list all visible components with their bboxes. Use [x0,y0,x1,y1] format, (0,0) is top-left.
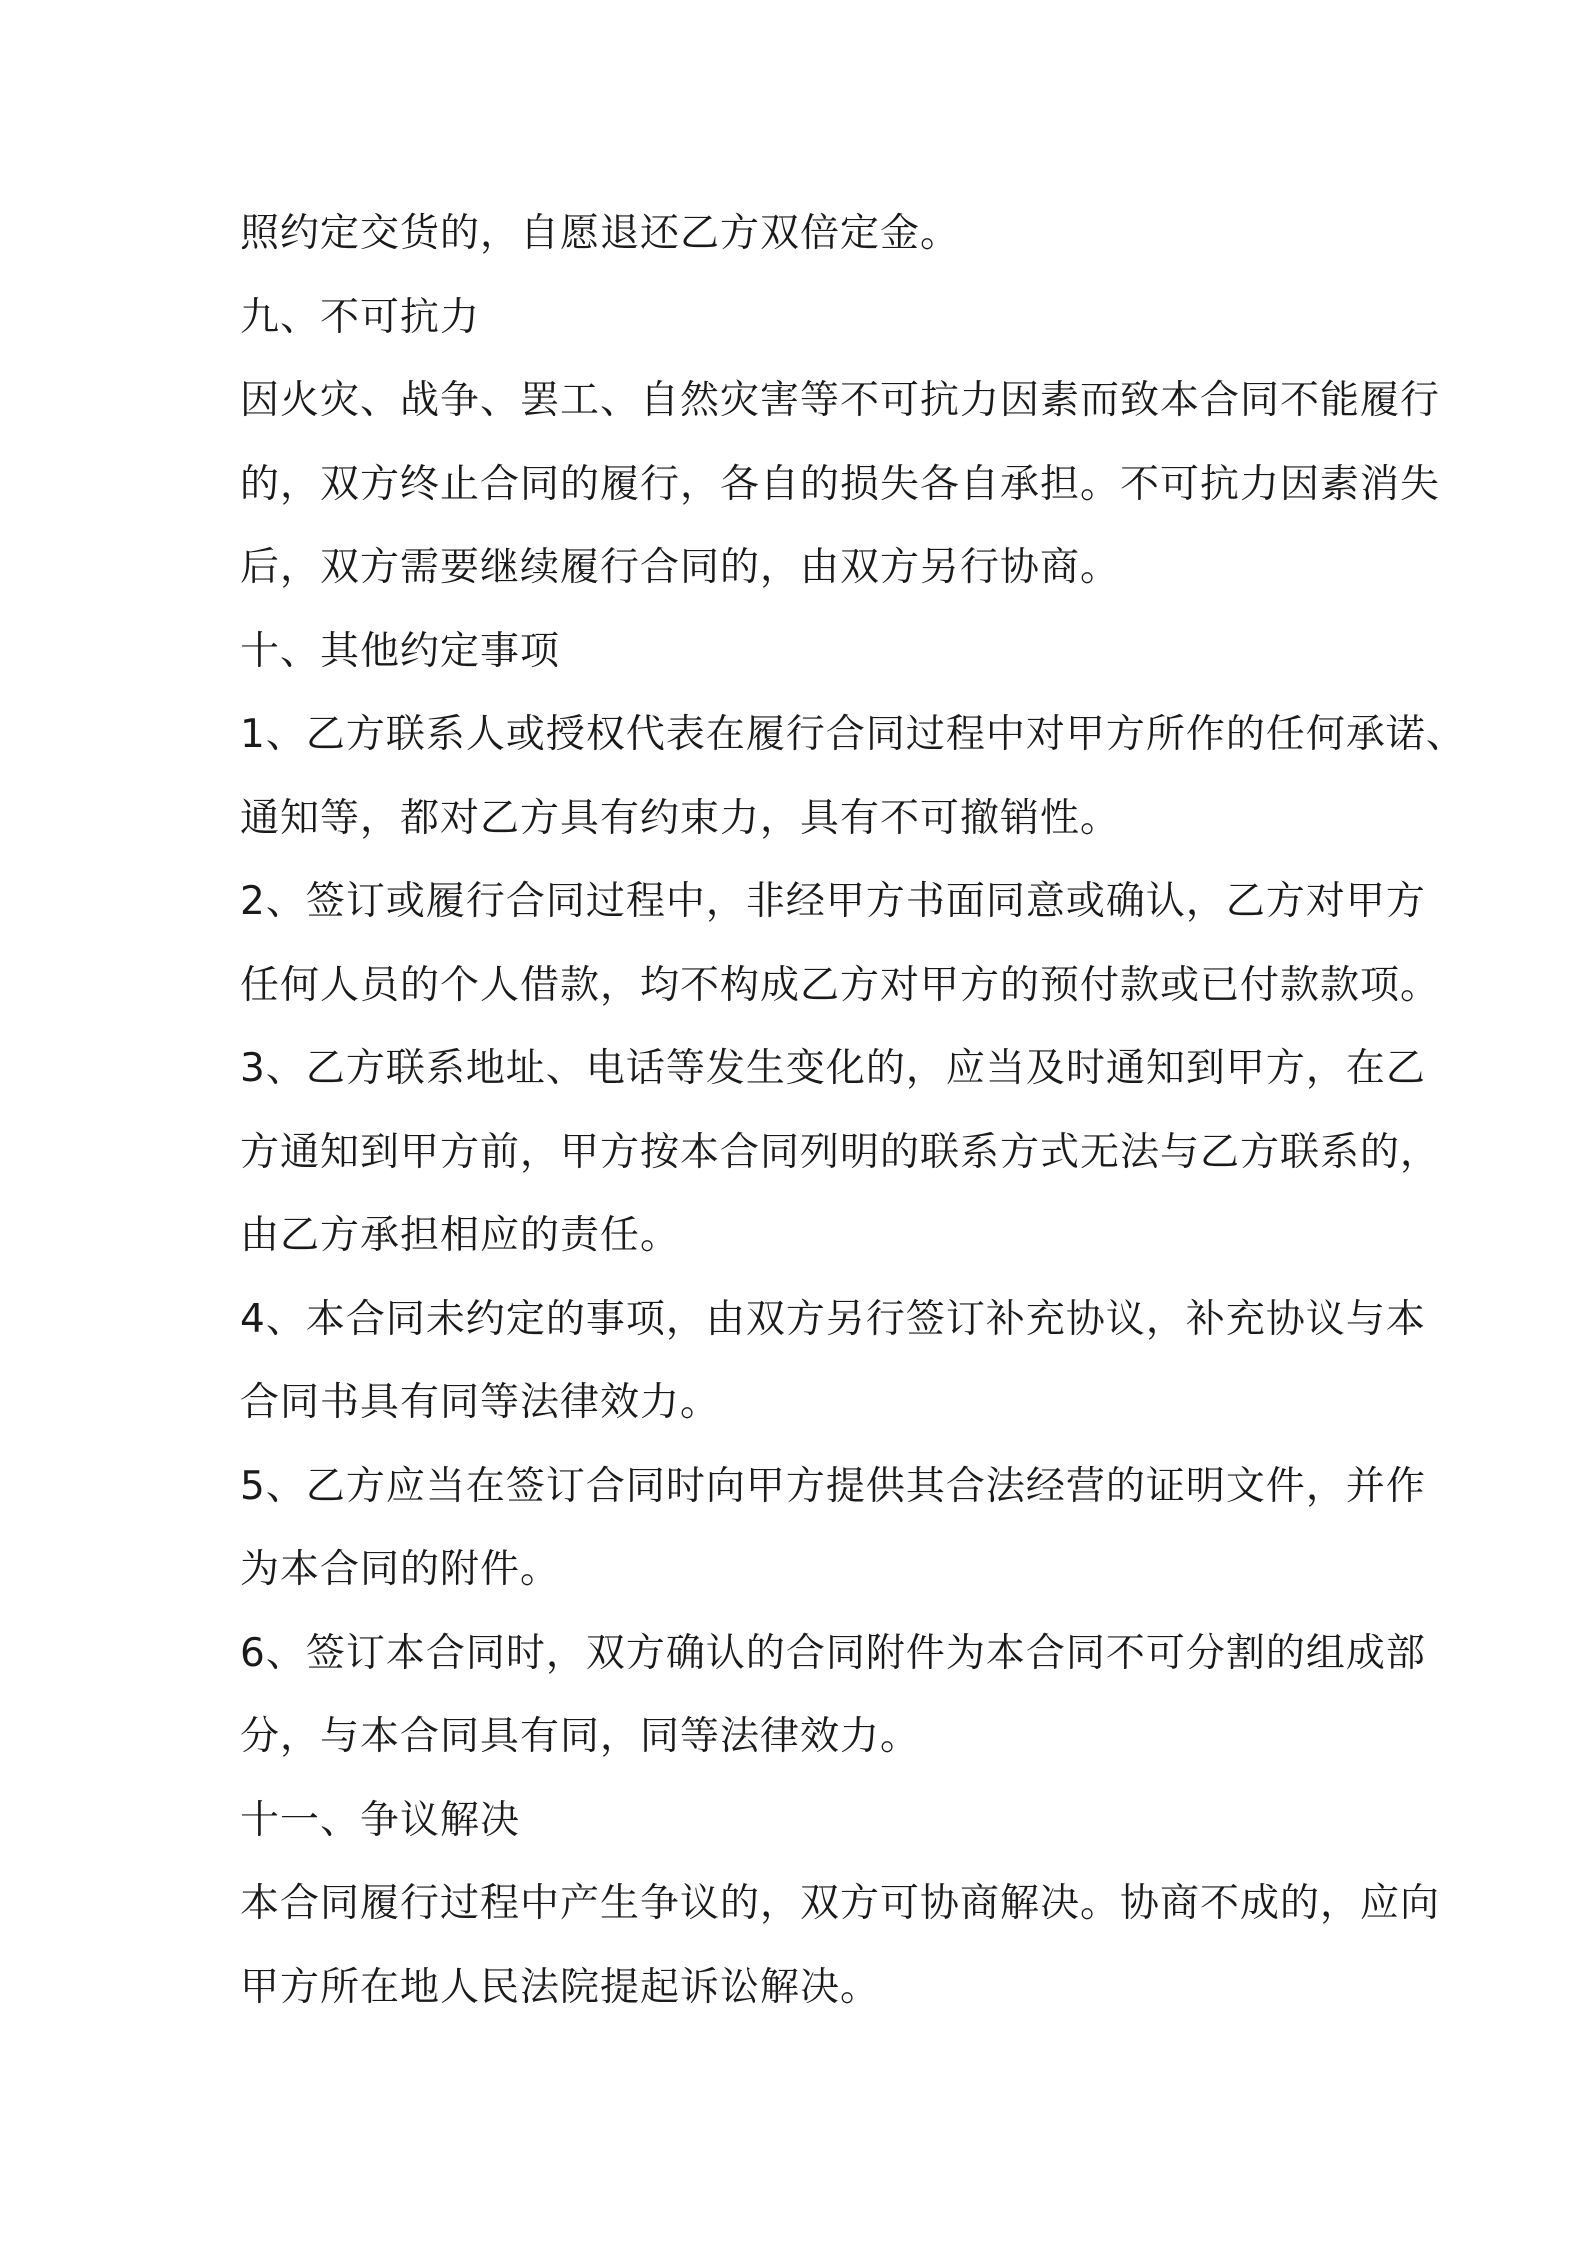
text-line: 后，双方需要继续履行合同的，由双方另行协商。 [240,545,1121,590]
text-line: 为本合同的附件。 [240,1547,561,1592]
text-line: 1、乙方联系人或授权代表在履行合同过程中对甲方所作的任何承诺、 [240,712,1466,757]
text-line: 照约定交货的，自愿退还乙方双倍定金。 [240,211,961,256]
text-line: 分，与本合同具有同，同等法律效力。 [240,1714,921,1759]
text-line: 方通知到甲方前，甲方按本合同列明的联系方式无法与乙方联系的， [240,1129,1441,1175]
text-line: 的，双方终止合同的履行，各自的损失各自承担。不可抗力因素消失 [240,461,1441,507]
section-heading-force-majeure: 九、不可抗力 [240,294,481,340]
text-line: 通知等，都对乙方具有约束力，具有不可撤销性。 [240,795,1121,841]
text-line: 5、乙方应当在签订合同时向甲方提供其合法经营的证明文件，并作 [240,1463,1426,1509]
text-line: 合同书具有同等法律效力。 [240,1380,721,1425]
text-line: 4、本合同未约定的事项，由双方另行签订补充协议，补充协议与本 [240,1296,1426,1342]
section-heading-dispute-resolution: 十一、争议解决 [240,1797,521,1843]
text-line: 任何人员的个人借款，均不构成乙方对甲方的预付款或已付款款项。 [240,962,1441,1008]
text-line: 甲方所在地人民法院提起诉讼解决。 [240,1964,881,2010]
contract-text [240,192,1466,2029]
text-line: 3、乙方联系地址、电话等发生变化的，应当及时通知到甲方，在乙 [240,1046,1426,1091]
section-heading-other-matters: 十、其他约定事项 [240,628,561,674]
text-line: 因火灾、战争、罢工、自然灾害等不可抗力因素而致本合同不能履行 [240,378,1441,423]
text-line: 由乙方承担相应的责任。 [240,1213,681,1258]
text-line: 6、签订本合同时，双方确认的合同附件为本合同不可分割的组成部 [240,1630,1426,1676]
text-line: 2、签订或履行合同过程中，非经甲方书面同意或确认，乙方对甲方 [240,879,1426,924]
text-line: 本合同履行过程中产生争议的，双方可协商解决。协商不成的，应向 [240,1881,1441,1926]
